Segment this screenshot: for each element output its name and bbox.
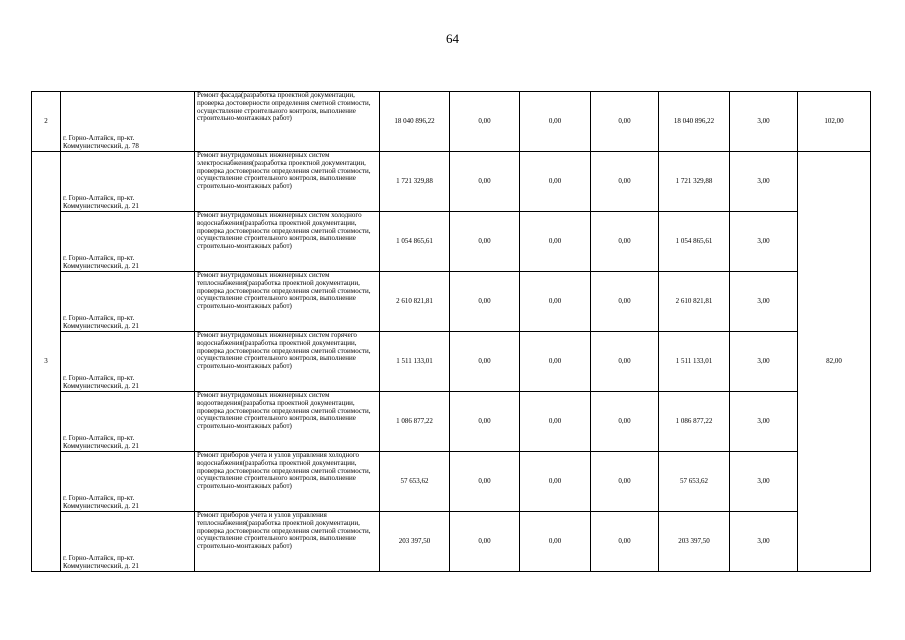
owners-funds-cell: 1 054 865,61 bbox=[659, 212, 730, 272]
value-cell: 0,00 bbox=[450, 272, 520, 332]
table-row bbox=[32, 392, 871, 452]
value-cell: 0,00 bbox=[520, 212, 591, 272]
rate-cell: 3,00 bbox=[730, 92, 798, 152]
value-cell: 0,00 bbox=[450, 92, 520, 152]
table-row bbox=[32, 452, 871, 512]
table-row bbox=[32, 332, 871, 392]
table-row bbox=[32, 272, 871, 332]
value-cell: 0,00 bbox=[591, 392, 659, 452]
work-description-cell: Ремонт внутридомовых инженерных систем горячего водоснабжения(разработка проектной документации, проверка достоверности определения сметной стоимости, осуществление строительного контроля, выполнение строительно-монтажных работ) bbox=[195, 332, 380, 392]
address-cell: г. Горно-Алтайск, пр-кт. Коммунистический, д. 21 bbox=[61, 152, 195, 212]
value-cell: 0,00 bbox=[520, 452, 591, 512]
page-number: 64 bbox=[446, 31, 459, 46]
value-cell: 0,00 bbox=[450, 212, 520, 272]
value-cell: 0,00 bbox=[591, 152, 659, 212]
address-cell: г. Горно-Алтайск, пр-кт. Коммунистический, д. 21 bbox=[61, 452, 195, 512]
value-cell: 0,00 bbox=[520, 392, 591, 452]
owners-funds-cell: 1 086 877,22 bbox=[659, 392, 730, 452]
value-cell: 0,00 bbox=[520, 512, 591, 572]
work-description-cell: Ремонт внутридомовых инженерных систем электроснабжения(разработка проектной документации, проверка достоверности определения сметной стоимости, осуществление строительного контроля, выполнение строительно-монтажных работ) bbox=[195, 152, 380, 212]
total-cost-cell: 18 040 896,22 bbox=[380, 92, 450, 152]
value-cell: 0,00 bbox=[591, 212, 659, 272]
work-description-cell: Ремонт приборов учета и узлов управления теплоснабжения(разработка проектной документации, проверка достоверности определения сметной стоимости, осуществление строительного контроля, выполнение строительно-монтажных работ) bbox=[195, 512, 380, 572]
total-cost-cell: 203 397,50 bbox=[380, 512, 450, 572]
rate-cell: 3,00 bbox=[730, 392, 798, 452]
total-cost-cell: 1 054 865,61 bbox=[380, 212, 450, 272]
address-cell: г. Горно-Алтайск, пр-кт. Коммунистический, д. 21 bbox=[61, 392, 195, 452]
value-cell: 0,00 bbox=[591, 92, 659, 152]
value-cell: 0,00 bbox=[591, 452, 659, 512]
value-cell: 0,00 bbox=[591, 512, 659, 572]
rate-cell: 3,00 bbox=[730, 332, 798, 392]
value-cell: 0,00 bbox=[450, 152, 520, 212]
total-cost-cell: 57 653,62 bbox=[380, 452, 450, 512]
table-row bbox=[32, 212, 871, 272]
work-description-cell: Ремонт фасада(разработка проектной документации, проверка достоверности определения сметной стоимости, осуществление строительного контроля, выполнение строительно-монтажных работ) bbox=[195, 92, 380, 152]
address-cell: г. Горно-Алтайск, пр-кт. Коммунистический, д. 78 bbox=[61, 92, 195, 152]
work-description-cell: Ремонт приборов учета и узлов управления холодного водоснабжения(разработка проектной документации, проверка достоверности определения сметной стоимости, осуществление строительного контроля, выполнение строительно-монтажных работ) bbox=[195, 452, 380, 512]
value-cell: 0,00 bbox=[520, 92, 591, 152]
value-cell: 0,00 bbox=[450, 392, 520, 452]
value-cell: 0,00 bbox=[450, 332, 520, 392]
total-cost-cell: 1 721 329,88 bbox=[380, 152, 450, 212]
table-row bbox=[32, 512, 871, 572]
table-row bbox=[32, 92, 871, 152]
table-row bbox=[32, 152, 871, 212]
group-value-cell: 102,00 bbox=[798, 92, 871, 152]
group-value-cell: 82,00 bbox=[798, 152, 871, 572]
rate-cell: 3,00 bbox=[730, 212, 798, 272]
owners-funds-cell: 2 610 821,81 bbox=[659, 272, 730, 332]
total-cost-cell: 1 511 133,01 bbox=[380, 332, 450, 392]
value-cell: 0,00 bbox=[520, 152, 591, 212]
value-cell: 0,00 bbox=[450, 452, 520, 512]
rate-cell: 3,00 bbox=[730, 452, 798, 512]
group-number-cell: 3 bbox=[32, 152, 61, 572]
group-number-cell: 2 bbox=[32, 92, 61, 152]
address-cell: г. Горно-Алтайск, пр-кт. Коммунистический, д. 21 bbox=[61, 512, 195, 572]
owners-funds-cell: 57 653,62 bbox=[659, 452, 730, 512]
value-cell: 0,00 bbox=[591, 272, 659, 332]
repair-program-table bbox=[31, 91, 871, 572]
address-cell: г. Горно-Алтайск, пр-кт. Коммунистический, д. 21 bbox=[61, 212, 195, 272]
value-cell: 0,00 bbox=[520, 332, 591, 392]
rate-cell: 3,00 bbox=[730, 272, 798, 332]
value-cell: 0,00 bbox=[591, 332, 659, 392]
owners-funds-cell: 203 397,50 bbox=[659, 512, 730, 572]
address-cell: г. Горно-Алтайск, пр-кт. Коммунистический, д. 21 bbox=[61, 272, 195, 332]
value-cell: 0,00 bbox=[450, 512, 520, 572]
rate-cell: 3,00 bbox=[730, 152, 798, 212]
owners-funds-cell: 18 040 896,22 bbox=[659, 92, 730, 152]
work-description-cell: Ремонт внутридомовых инженерных систем теплоснабжения(разработка проектной документации, проверка достоверности определения сметной стоимости, осуществление строительного контроля, выполнение строительно-монтажных работ) bbox=[195, 272, 380, 332]
value-cell: 0,00 bbox=[520, 272, 591, 332]
work-description-cell: Ремонт внутридомовых инженерных систем водоотведения(разработка проектной документации, проверка достоверности определения сметной стоимости, осуществление строительного контроля, выполнение строительно-монтажных работ) bbox=[195, 392, 380, 452]
total-cost-cell: 1 086 877,22 bbox=[380, 392, 450, 452]
owners-funds-cell: 1 511 133,01 bbox=[659, 332, 730, 392]
total-cost-cell: 2 610 821,81 bbox=[380, 272, 450, 332]
owners-funds-cell: 1 721 329,88 bbox=[659, 152, 730, 212]
table-body bbox=[32, 92, 871, 572]
work-description-cell: Ремонт внутридомовых инженерных систем холодного водоснабжения(разработка проектной документации, проверка достоверности определения сметной стоимости, осуществление строительного контроля, выполнение строительно-монтажных работ) bbox=[195, 212, 380, 272]
address-cell: г. Горно-Алтайск, пр-кт. Коммунистический, д. 21 bbox=[61, 332, 195, 392]
rate-cell: 3,00 bbox=[730, 512, 798, 572]
